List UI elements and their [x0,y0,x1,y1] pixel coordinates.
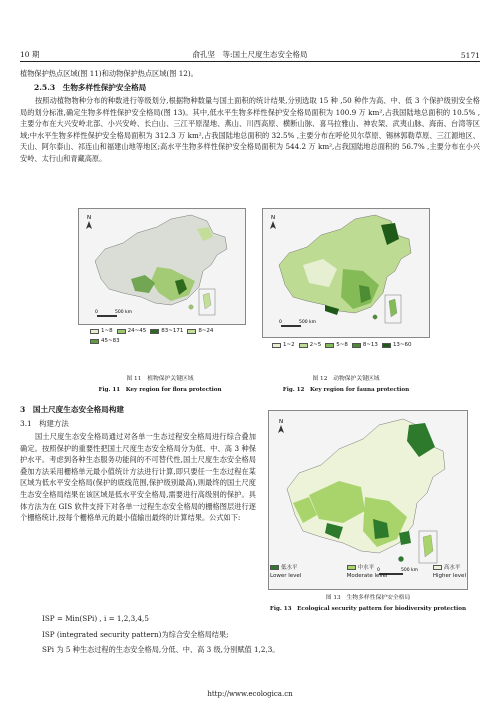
fig11-scale-zero: 0 [95,310,98,315]
fig12-swatch-4 [382,343,391,348]
fig12-legend-item: 8~13 [352,342,378,348]
fig13-swatch-0 [270,565,279,570]
fig12-scale-zero: 0 [279,320,282,325]
figure-11-map [78,208,246,325]
fig12-swatch-3 [352,343,361,348]
formula-isp-desc: ISP (integrated security pattern)为综合安全格局结果; [42,630,229,639]
fig13-scale-label: 500 km [401,568,419,573]
fig11-swatch-2 [150,329,159,334]
fig11-legend-item: 24~45 [117,328,147,334]
issue-number: 10 期 [20,50,40,59]
fig12-caption-en: Fig. 12 Key region for fauna protection [282,387,410,393]
fig11-legend-item: 1~8 [90,328,113,334]
figure-12-map [262,208,430,338]
fig11-swatch-1 [117,329,126,334]
fig11-swatch-4 [90,339,99,344]
header-rule [20,61,480,62]
section-heading-3: 3 国土尺度生态安全格局构建 [20,405,125,414]
fig11-legend-item: 45~83 [90,338,120,344]
fig12-legend-item: 5~8 [325,342,348,348]
fig13-caption-en: Fig. 13 Ecological security pattern for biodiversity protection [269,606,467,612]
fig11-swatch-3 [187,329,196,334]
formula-isp: ISP = Min(SPi) , i = 1,2,3,4,5 [42,614,149,623]
fig11-legend [90,328,240,344]
fig12-swatch-1 [299,343,308,348]
intro-paragraph: 植物保护热点区域(图 11)和动物保护热点区域(图 12)。 [20,69,198,78]
fig11-legend-item: 8~24 [187,328,213,334]
fig13-scale-zero: 0 [377,568,380,573]
running-title: 俞孔坚 等:国土尺度生态安全格局 [192,50,308,59]
paragraph-3-1: 国土尺度生态安全格局通过对各单一生态过程安全格局进行综合叠加确定。按照保护的重要性把国土尺度生态安全格局分为低、中、高 3 种保护水平。考虑到各种生态服务功能间的不可替代性,国土尺度生态安全格局叠加方法采用栅格单元最小值统计方法进行计算,即只要任一生态过程在某区域为低水平安全格局(保护的底线范围,保护级别最高),则最终的国土尺度生态安全格局结果在该区域是低水平安全格局,需要进行高级别的保护。具体方法为在 GIS 软件支持下对各单一过程生态安全格局的栅格图层进行逐个栅格统计,按每个栅格单元的最小值输出最终的计算结果。公式如下: [20,432,256,523]
fig13-legend [270,563,466,579]
fig11-swatch-0 [90,329,99,334]
section-heading-2-5-3: 2.5.3 生物多样性保护安全格局 [34,83,147,92]
fig11-caption-cn: 图 11 植物保护关键区域 [126,376,194,382]
fig11-legend-item: 83~171 [150,328,183,334]
fig11-caption-en: Fig. 11 Key region for flora protection [98,387,222,393]
fig12-caption-cn: 图 12 动物保护关键区域 [312,376,380,382]
paragraph-2-5-3: 按照动植物物种分布的种数进行等级划分,根据物种数量与国土面积的统计结果,分别选取 15 种 ,50 种作为高、中、低 3 个保护级别安全格局的划分标准,确定生物多样性保护安全格局(图 13)。其中,低水平生物多样性保护安全格局面积为 100.9 万 km²,占我国陆地总面积的 10.5% ,主要分布在大兴安岭北部、小兴安岭、长白山、三江平原湿地、燕山、川西高原、横断山脉、喜马拉雅山、神农架、武夷山脉、海南、台湾等区域;中水平生物多样性保护安全格局面积为 312.3 万 km²,占我国陆地总面积的 32.5% ,主要分布在呼伦贝尔草原、锡林郭勒草原、三江源地区、天山、阿尔泰山、祁连山和福建山地等地区;高水平生物多样性保护安全格局面积为 544.2 万 km²,占我国陆地总面积的 56.7% ,主要分布在小兴安岭、太行山和青藏高原。 [20,96,480,163]
fig13-legend-item: 低水平 Lower level [270,565,302,579]
running-header [20,46,480,60]
fig12-swatch-2 [325,343,334,348]
fig12-north-label: N [271,215,276,221]
fig12-swatch-0 [272,343,281,348]
fig13-caption-cn: 图 13 生物多样性保护安全格局 [325,595,411,601]
section-heading-3-1: 3.1 构建方法 [20,419,69,428]
journal-url-footer[interactable]: http://www.ecologica.cn [207,690,293,698]
fig12-legend-item: 13~60 [382,342,412,348]
fig11-scale-label: 500 km [115,310,133,315]
fig12-legend [272,342,432,348]
fig12-scale-label: 500 km [299,320,317,325]
formula-spi-desc: SPi 为 5 种生态过程的生态安全格局,分低、中、高 3 级,分别赋值 1,2,3。 [42,645,280,654]
fig13-north-label: N [279,419,284,425]
fig11-north-label: N [87,215,92,221]
fig13-swatch-1 [347,565,356,570]
fig12-legend-item: 1~2 [272,342,295,348]
fig13-legend-item: 中水平 Moderate level [346,565,388,579]
page-number: 5171 [460,51,480,60]
fig13-swatch-2 [433,565,442,570]
fig13-legend-item: 高水平 Higher level [432,565,466,579]
fig12-legend-item: 2~5 [299,342,322,348]
